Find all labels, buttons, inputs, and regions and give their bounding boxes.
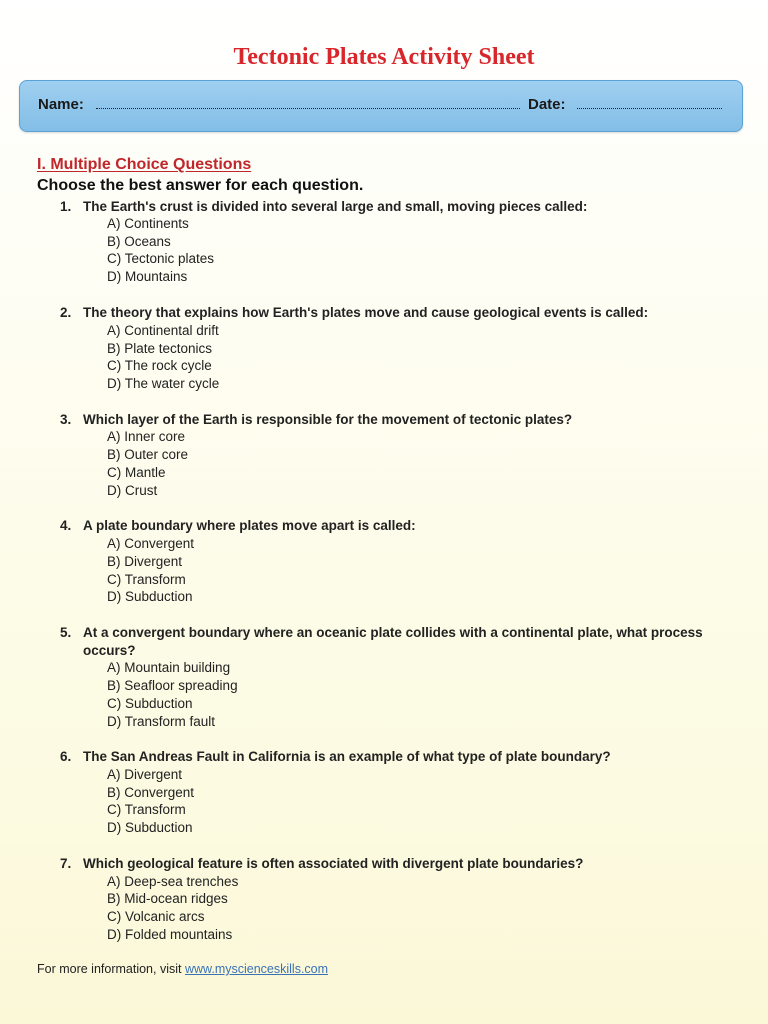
footer bbox=[37, 962, 328, 976]
option-c: C) The rock cycle bbox=[107, 358, 212, 373]
option-d: D) Subduction bbox=[107, 820, 193, 835]
footer-link[interactable]: www.myscienceskills.com bbox=[184, 962, 329, 976]
option-b: B) Outer core bbox=[107, 447, 189, 462]
option-c: C) Mantle bbox=[107, 465, 166, 480]
option-b: B) Divergent bbox=[107, 554, 183, 569]
name-label: Name: bbox=[38, 96, 84, 113]
date-field[interactable] bbox=[577, 108, 722, 109]
option-d: D) Subduction bbox=[107, 589, 193, 604]
option-a: A) Mountain building bbox=[107, 660, 231, 675]
date-label: Date: bbox=[528, 96, 566, 113]
option-a: A) Deep-sea trenches bbox=[107, 874, 239, 889]
instruction-text: Choose the best answer for each question. bbox=[37, 177, 364, 194]
question-number: 4. bbox=[60, 518, 72, 533]
question-number: 3. bbox=[60, 412, 72, 427]
footer-text: For more information, visit bbox=[37, 962, 185, 976]
option-a: A) Convergent bbox=[107, 536, 195, 551]
question-number: 1. bbox=[60, 199, 72, 214]
option-a: A) Continents bbox=[107, 216, 189, 231]
option-d: D) Crust bbox=[107, 483, 158, 498]
question-text: At a convergent boundary where an oceanic plate collides with a continental plate, what process occurs? bbox=[83, 625, 703, 658]
option-a: A) Divergent bbox=[107, 767, 183, 782]
option-c: C) Transform bbox=[107, 572, 186, 587]
option-b: B) Mid-ocean ridges bbox=[107, 891, 228, 906]
question-text: Which geological feature is often associated with divergent plate boundaries? bbox=[83, 856, 584, 871]
option-b: B) Oceans bbox=[107, 234, 171, 249]
question-number: 2. bbox=[60, 305, 72, 320]
name-date-box bbox=[19, 80, 743, 132]
option-b: B) Seafloor spreading bbox=[107, 678, 238, 693]
option-c: C) Tectonic plates bbox=[107, 251, 215, 266]
page-title: Tectonic Plates Activity Sheet bbox=[233, 44, 535, 70]
option-c: C) Subduction bbox=[107, 696, 193, 711]
section-title: I. Multiple Choice Questions bbox=[37, 156, 252, 173]
option-d: D) Transform fault bbox=[107, 714, 216, 729]
option-a: A) Inner core bbox=[107, 429, 186, 444]
question-number: 6. bbox=[60, 749, 72, 764]
question-text: The theory that explains how Earth's plates move and cause geological events is called: bbox=[83, 305, 649, 320]
option-b: B) Plate tectonics bbox=[107, 341, 213, 356]
option-c: C) Volcanic arcs bbox=[107, 909, 205, 924]
question-text: The Earth's crust is divided into several large and small, moving pieces called: bbox=[83, 199, 588, 214]
option-a: A) Continental drift bbox=[107, 323, 219, 338]
question-text: A plate boundary where plates move apart is called: bbox=[83, 518, 416, 533]
option-b: B) Convergent bbox=[107, 785, 195, 800]
question-text: The San Andreas Fault in California is an example of what type of plate boundary? bbox=[83, 749, 611, 764]
option-d: D) Mountains bbox=[107, 269, 188, 284]
question-number: 5. bbox=[60, 625, 72, 640]
name-field[interactable] bbox=[96, 108, 520, 109]
question-text: Which layer of the Earth is responsible for the movement of tectonic plates? bbox=[83, 412, 573, 427]
option-c: C) Transform bbox=[107, 802, 186, 817]
question-number: 7. bbox=[60, 856, 72, 871]
option-d: D) The water cycle bbox=[107, 376, 220, 391]
option-d: D) Folded mountains bbox=[107, 927, 233, 942]
